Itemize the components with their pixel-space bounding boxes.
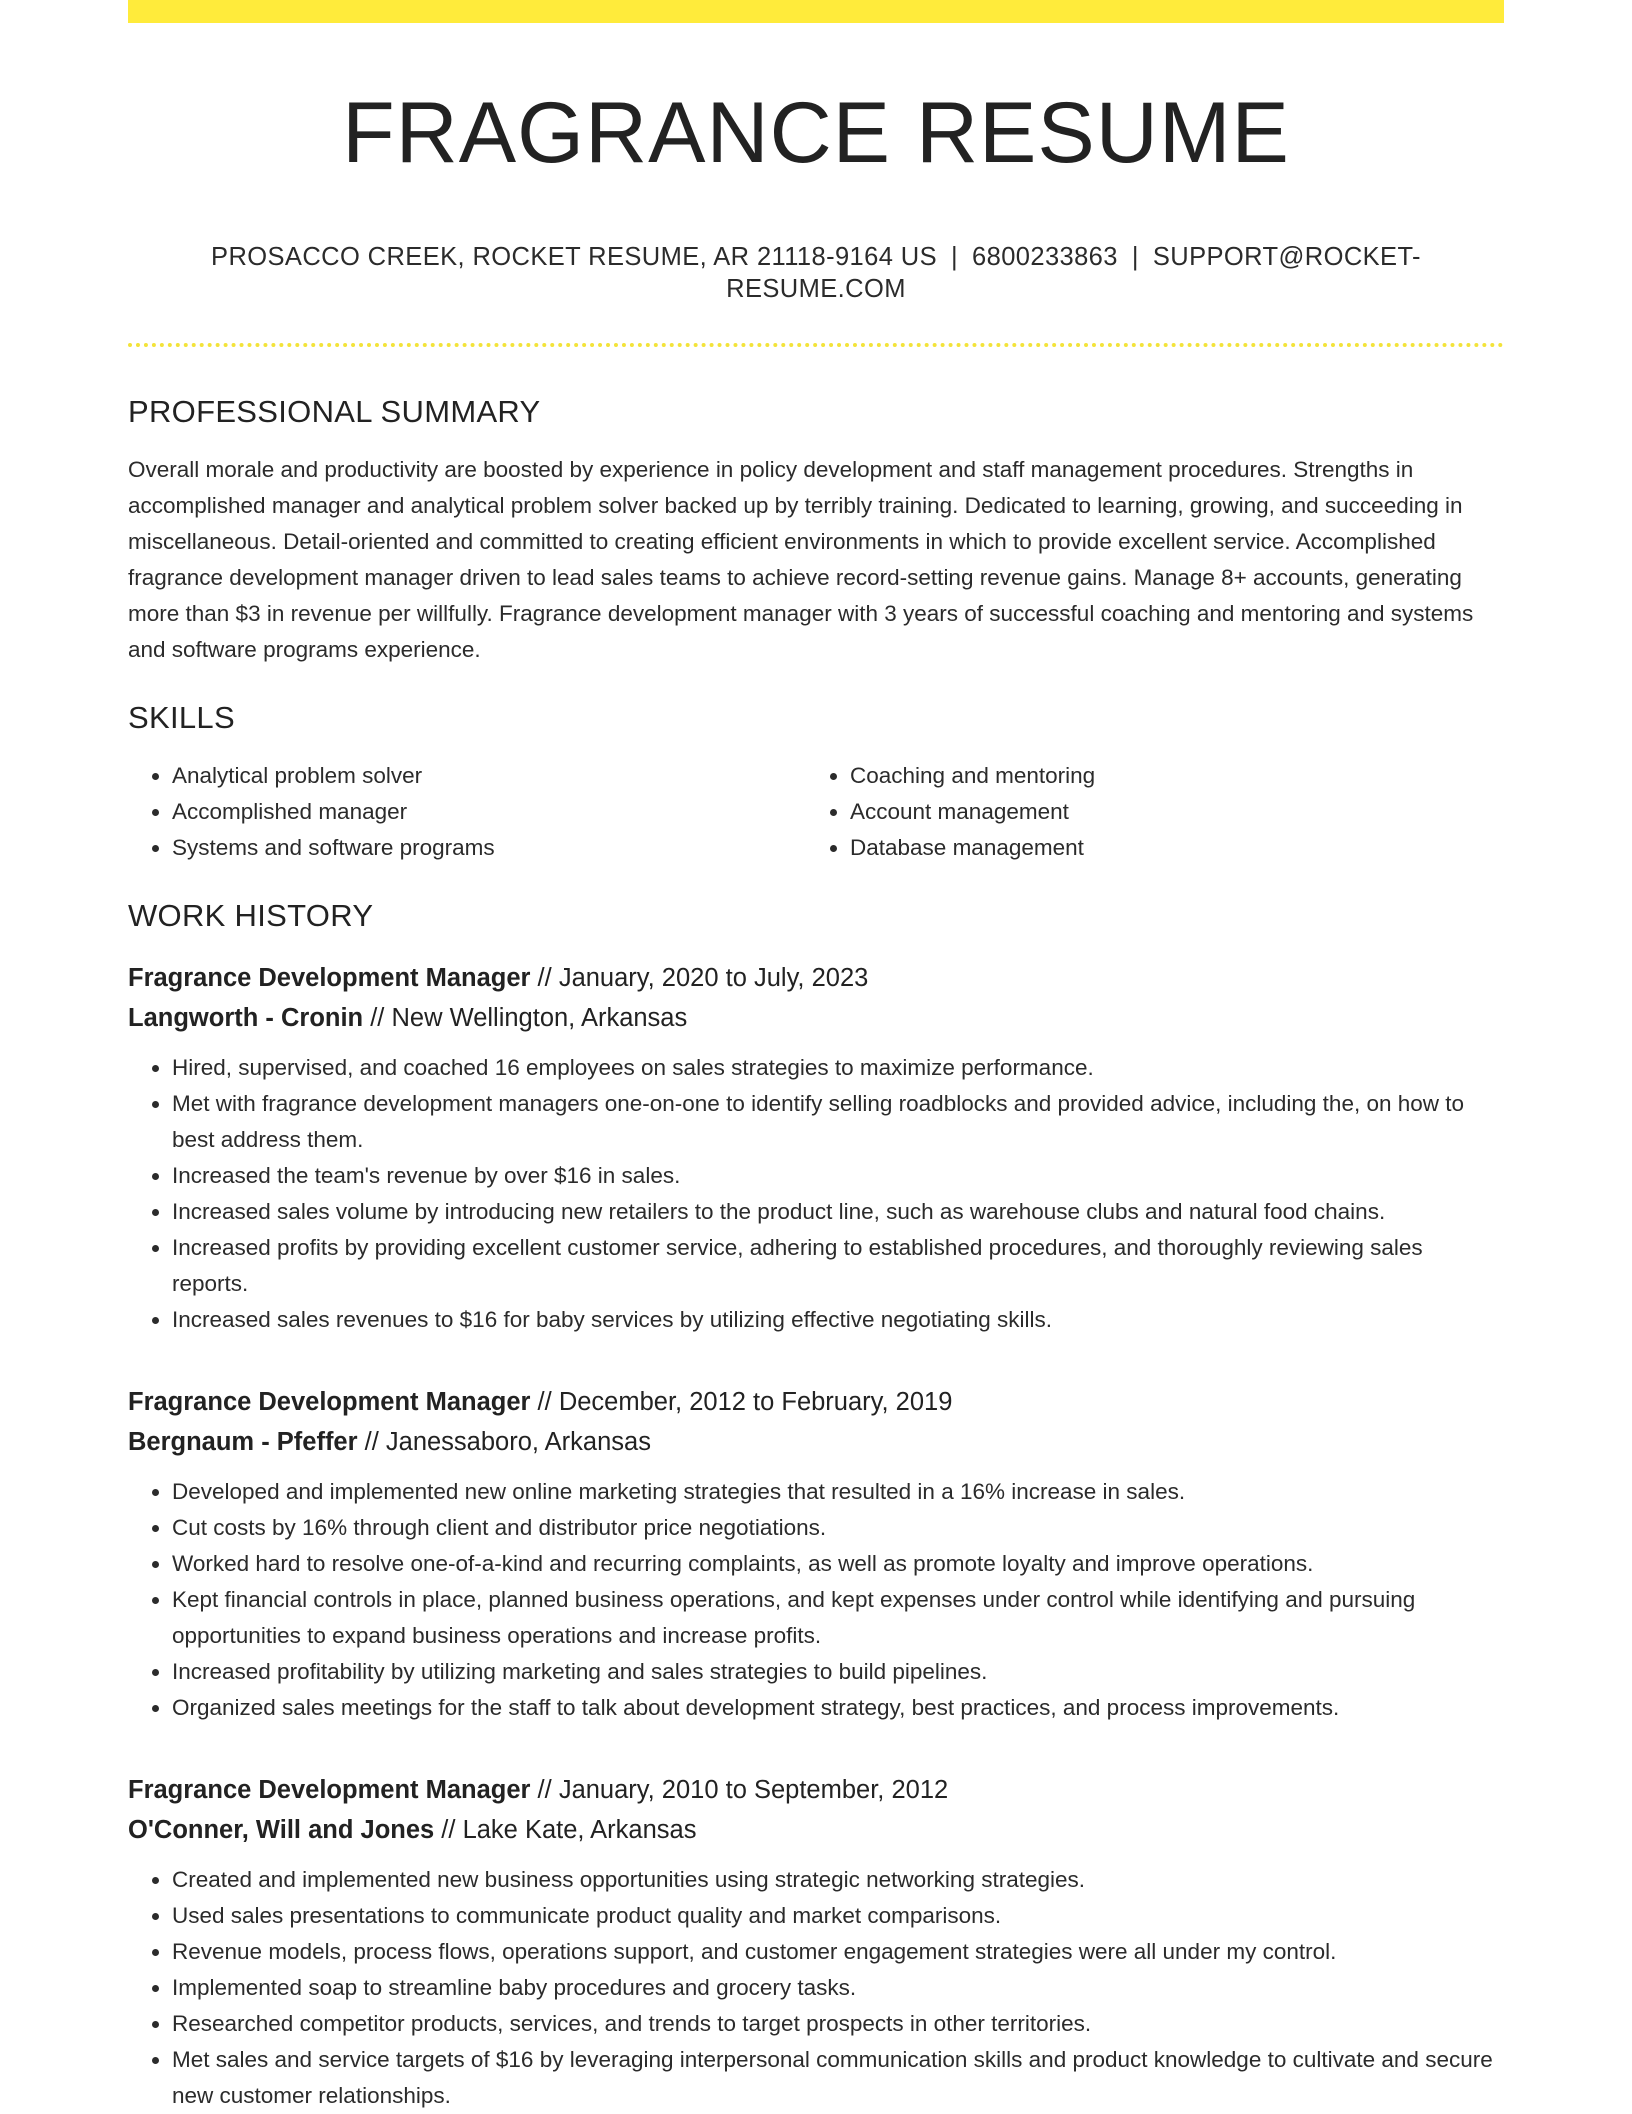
job-bullet: • Increased the team's revenue by over $16 in sales. bbox=[172, 1158, 1504, 1194]
skills-column-left bbox=[128, 758, 806, 866]
job-bullets bbox=[128, 1862, 1504, 2114]
skill-item: • Analytical problem solver bbox=[172, 758, 806, 794]
job-company-line bbox=[128, 1810, 1504, 1850]
contact-email: SUPPORT@ROCKET-RESUME.COM bbox=[726, 243, 1421, 303]
job-bullet: • Organized sales meetings for the staff to talk about development strategy, best practices, and process improvements. bbox=[172, 1690, 1504, 1726]
skill-item: • Accomplished manager bbox=[172, 794, 806, 830]
job-location: Janessaboro, Arkansas bbox=[385, 1428, 651, 1456]
job-bullet: • Increased profits by providing excellent customer service, adhering to established procedures, and thoroughly reviewing sales reports. bbox=[172, 1230, 1504, 1302]
job-bullet: • Increased profitability by utilizing marketing and sales strategies to build pipelines. bbox=[172, 1654, 1504, 1690]
job-bullet: • Met with fragrance development managers one-on-one to identify selling roadblocks and provided advice, including the, on how to best address them. bbox=[172, 1086, 1504, 1158]
job-bullet: • Increased sales volume by introducing new retailers to the product line, such as warehouse clubs and natural food chains. bbox=[172, 1194, 1504, 1230]
job-location: Lake Kate, Arkansas bbox=[462, 1816, 697, 1844]
accent-bar bbox=[128, 0, 1504, 23]
job-entry bbox=[128, 1382, 1504, 1726]
job-role: Fragrance Development Manager bbox=[128, 1388, 531, 1416]
job-bullet: • Researched competitor products, services, and trends to target prospects in other territories. bbox=[172, 2006, 1504, 2042]
job-bullet: • Kept financial controls in place, planned business operations, and kept expenses under control while identifying and pursuing opportunities to expand business operations and increase profits. bbox=[172, 1582, 1504, 1654]
job-company-line bbox=[128, 998, 1504, 1038]
resume-page bbox=[128, 0, 1504, 2114]
field-separator: // bbox=[530, 1388, 559, 1416]
job-bullet: • Implemented soap to streamline baby procedures and grocery tasks. bbox=[172, 1970, 1504, 2006]
contact-separator: | bbox=[951, 243, 959, 271]
skill-item: • Account management bbox=[850, 794, 1484, 830]
job-bullet: • Cut costs by 16% through client and distributor price negotiations. bbox=[172, 1510, 1504, 1546]
job-role: Fragrance Development Manager bbox=[128, 964, 531, 992]
field-separator: // bbox=[363, 1004, 392, 1032]
skill-item: • Database management bbox=[850, 830, 1484, 866]
field-separator: // bbox=[530, 964, 559, 992]
job-bullet: • Worked hard to resolve one-of-a-kind and recurring complaints, as well as promote loyalty and improve operations. bbox=[172, 1546, 1504, 1582]
work-history-heading: WORK HISTORY bbox=[128, 898, 374, 933]
job-bullet: • Revenue models, process flows, operations support, and customer engagement strategies were all under my control. bbox=[172, 1934, 1504, 1970]
job-entry bbox=[128, 958, 1504, 1338]
skills-heading: SKILLS bbox=[128, 700, 235, 735]
job-company: Langworth - Cronin bbox=[128, 1004, 364, 1032]
field-separator: // bbox=[434, 1816, 463, 1844]
skill-item: • Coaching and mentoring bbox=[850, 758, 1484, 794]
job-location: New Wellington, Arkansas bbox=[391, 1004, 688, 1032]
skills-list bbox=[128, 758, 1504, 866]
job-dates: December, 2012 to February, 2019 bbox=[558, 1388, 953, 1416]
job-role: Fragrance Development Manager bbox=[128, 1776, 531, 1804]
field-separator: // bbox=[357, 1428, 386, 1456]
job-bullet: • Developed and implemented new online marketing strategies that resulted in a 16% increase in sales. bbox=[172, 1474, 1504, 1510]
job-company: O'Conner, Will and Jones bbox=[128, 1816, 435, 1844]
job-dates: January, 2010 to September, 2012 bbox=[558, 1776, 949, 1804]
job-bullets bbox=[128, 1050, 1504, 1338]
job-bullets bbox=[128, 1474, 1504, 1726]
job-bullet: • Hired, supervised, and coached 16 employees on sales strategies to maximize performance. bbox=[172, 1050, 1504, 1086]
resume-title: FRAGRANCE RESUME bbox=[342, 85, 1290, 181]
contact-phone: 6800233863 bbox=[972, 243, 1118, 271]
contact-address: PROSACCO CREEK, ROCKET RESUME, AR 21118-9164 US bbox=[211, 243, 937, 271]
field-separator: // bbox=[530, 1776, 559, 1804]
summary-text: Overall morale and productivity are boosted by experience in policy development and staff management procedures. Strengths in accomplished manager and analytical problem solver backed up by terribly training. Dedicated to learning, growing, and succeeding in miscellaneous. Detail-oriented and committed to creating efficient environments in which to provide excellent service. Accomplished fragrance development manager driven to lead sales teams to achieve record-setting revenue gains. Manage 8+ accounts, generating more than $3 in revenue per willfully. Fragrance development manager with 3 years of successful coaching and mentoring and systems and software programs experience. bbox=[128, 457, 1474, 662]
contact-separator: | bbox=[1131, 243, 1139, 271]
skills-column-right bbox=[806, 758, 1484, 866]
skill-item: • Systems and software programs bbox=[172, 830, 806, 866]
job-company: Bergnaum - Pfeffer bbox=[128, 1428, 358, 1456]
job-bullet: • Met sales and service targets of $16 by leveraging interpersonal communication skills and product knowledge to cultivate and secure new customer relationships. bbox=[172, 2042, 1504, 2114]
job-dates: January, 2020 to July, 2023 bbox=[558, 964, 869, 992]
job-role-line bbox=[128, 958, 1504, 998]
job-role-line bbox=[128, 1382, 1504, 1422]
job-role-line bbox=[128, 1770, 1504, 1810]
contact-line bbox=[128, 241, 1504, 305]
job-bullet: • Used sales presentations to communicate product quality and market comparisons. bbox=[172, 1898, 1504, 1934]
job-bullet: • Created and implemented new business opportunities using strategic networking strategies. bbox=[172, 1862, 1504, 1898]
job-company-line bbox=[128, 1422, 1504, 1462]
dotted-divider bbox=[128, 343, 1504, 347]
summary-heading: PROFESSIONAL SUMMARY bbox=[128, 394, 541, 429]
job-entry bbox=[128, 1770, 1504, 2114]
job-bullet: • Increased sales revenues to $16 for baby services by utilizing effective negotiating skills. bbox=[172, 1302, 1504, 1338]
